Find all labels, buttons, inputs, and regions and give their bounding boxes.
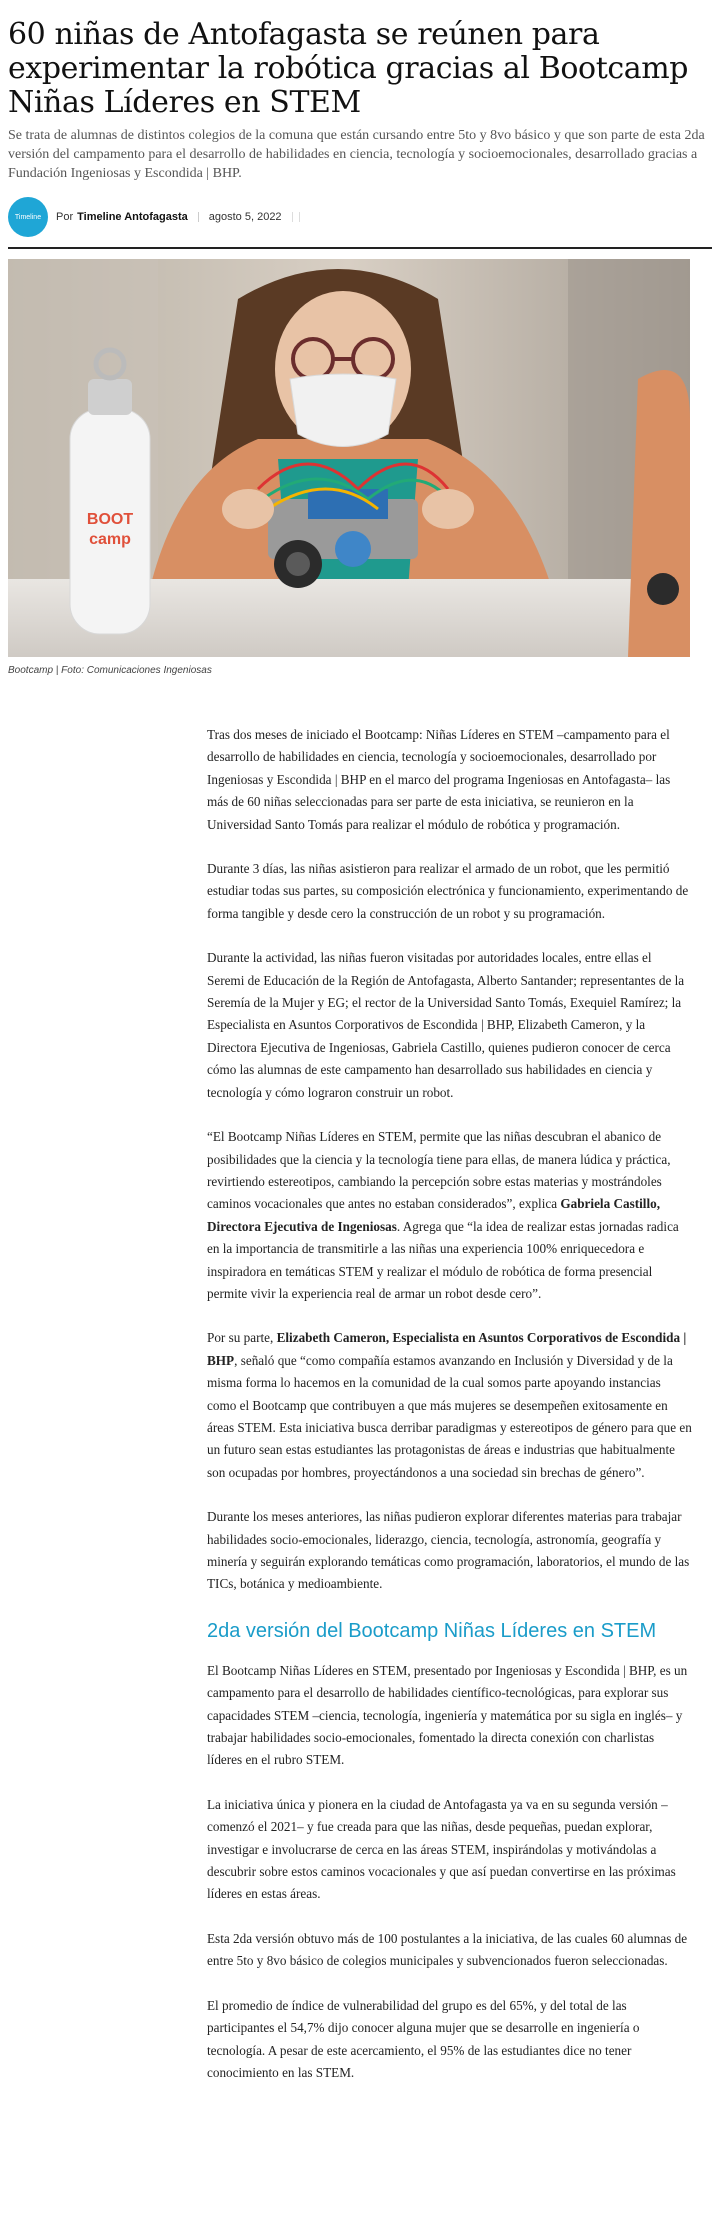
hero-figure: [8, 259, 690, 676]
hero-image[interactable]: [8, 259, 690, 657]
image-caption: Bootcamp | Foto: Comunicaciones Ingeniosas: [8, 665, 212, 676]
header-rule: [8, 247, 712, 249]
paragraph: Durante 3 días, las niñas asistieron para realizar el armado de un robot, que les permitió estudiar todas sus partes, su composición electrónica y funcionamiento, experimentando de forma tangible y desde cero la construcción de un robot y su programación.: [207, 861, 689, 921]
quote-speaker: Gabriela Castillo, Directora Ejecutiva de Ingeniosas: [207, 1196, 661, 1234]
section-heading: 2da versión del Bootcamp Niñas Líderes en STEM: [207, 1619, 657, 1642]
by-label: Por: [56, 211, 74, 223]
meta-divider: [292, 212, 293, 222]
quote-text: . Agrega que “la idea de realizar estas jornadas radica en la importancia de transmitirle a las niñas una experiencia 100% enriquecedora e inspiradora en temáticas STEM y realizar el módulo de robótica de forma presencial permite vivir la experiencia real de armar un robot desde cero”.: [207, 1218, 679, 1301]
bottle-logo: BOOT: [86, 511, 134, 528]
bottle-logo: camp: [89, 531, 131, 548]
paragraph: Durante los meses anteriores, las niñas pudieron explorar diferentes materias para trabajar habilidades socio-emocionales, liderazgo, ciencia, tecnología, astronomía, geografía y minería y seguirán explorando temáticas como programación, laboratorios, el mundo de las TICs, botánica y medioambiente.: [207, 1509, 690, 1592]
meta-divider: [198, 212, 199, 222]
quote-speaker: Elizabeth Cameron, Especialista en Asuntos Corporativos de Escondida | BHP: [207, 1330, 687, 1368]
hero-illustration: [8, 259, 690, 657]
paragraph: El promedio de índice de vulnerabilidad del grupo es del 65%, y del total de las participantes el 54,7% dijo conocer alguna mujer que se desarrolle en ingeniería o tecnología. A pesar de este acercamiento, el 95% de las estudiantes dice no tener conocimiento en las STEM.: [207, 1997, 640, 2080]
paragraph: Durante la actividad, las niñas fueron visitadas por autoridades locales, entre ellas el Seremi de Educación de la Región de Antofagasta, Alberto Santander; representantes de la Seremía de la Mujer y EG; el rector de la Universidad Santo Tomás, Exequiel Ramírez; la Especialista en Asuntos Corporativos de Escondida | BHP, Elizabeth Cameron, y la Directora Ejecutiva de Ingeniosas, Gabriela Castillo, quienes pudieron conocer de cerca cómo las alumnas de este campamento han desarrollado sus habilidades en ciencia y tecnología y cómo lograron construir un robot.: [207, 950, 685, 1100]
publish-date: agosto 5, 2022: [208, 211, 282, 223]
paragraph: Esta 2da versión obtuvo más de 100 postulantes a la iniciativa, de las cuales 60 alumnas de entre 5to y 8vo básico de colegios municipales y subvencionados fueron seleccionadas.: [207, 1930, 688, 1969]
article-header: [0, 0, 720, 237]
article-title: 60 niñas de Antofagasta se reúnen para experimentar la robótica gracias al Bootcamp Niñas Líderes en STEM: [8, 17, 689, 120]
paragraph: El Bootcamp Niñas Líderes en STEM, presentado por Ingeniosas y Escondida | BHP, es un campamento para el desarrollo de habilidades científico-tecnológicas, para explorar sus capacidades STEM –ciencia, tecnología, ingeniería y matemática por su sigla en inglés– y trabajar habilidades socio-emocionales, fomentado la directa conexión con charlistas líderes en el rubro STEM.: [207, 1662, 688, 1768]
quote-text: Por su parte,: [207, 1330, 277, 1346]
paragraph: La iniciativa única y pionera en la ciudad de Antofagasta ya va en su segunda versión –comenzó el 2021– y fue creada para que las niñas, desde pequeñas, puedan explorar, investigar e involucrarse de cerca en las áreas STEM, inspirándolas y motivándolas a descubrir sobre estos caminos vocacionales y que así puedan convertirse en las próximas líderes en estas áreas.: [207, 1796, 676, 1902]
author-link[interactable]: Timeline Antofagasta: [77, 211, 188, 223]
meta-divider: [299, 212, 300, 222]
quote-text: “El Bootcamp Niñas Líderes en STEM, permite que las niñas descubran el abanico de posibilidades que la ciencia y la tecnología tiene para ellas, de manera lúdica y práctica, revirtiendo estereotipos, cambiando la percepción sobre estas materias y mostrándoles caminos vocacionales que antes no estaban considerados”, explica: [207, 1129, 671, 1212]
quote-paragraph: [207, 1327, 692, 1484]
article-body: [207, 724, 692, 2084]
article-meta: [8, 197, 712, 237]
paragraph: Tras dos meses de iniciado el Bootcamp: Niñas Líderes en STEM –campamento para el desarrollo de habilidades en ciencia, tecnología y socioemocionales, desarrollado por Ingeniosas y Escondida | BHP en el marco del programa Ingeniosas en Antofagasta– las más de 60 niñas seleccionadas para ser parte de esta iniciativa, se reunieron en la Universidad Santo Tomás para realizar el módulo de robótica y programación.: [207, 727, 671, 832]
quote-text: , señaló que “como compañía estamos avanzando en Inclusión y Diversidad y de la misma forma lo hacemos en la comunidad de la cual somos parte apoyando instancias como el Bootcamp que contribuyen a que más mujeres se desempeñen exitosamente en áreas STEM. Esta iniciativa busca derribar paradigmas y estereotipos de género para que en un futuro sean estas estudiantes las protagonistas de áreas e industrias que habitualmente son ocupadas por hombres, proyectándonos a una sociedad sin brechas de género”.: [207, 1352, 692, 1480]
author-avatar[interactable]: [8, 197, 48, 237]
quote-paragraph: [207, 1126, 692, 1305]
article-subtitle: Se trata de alumnas de distintos colegios de la comuna que están cursando entre 5to y 8vo básico y que son parte de esta 2da versión del campamento para el desarrollo de habilidades en ciencia, tecnología y socioemocionales, desarrollado gracias a Fundación Ingeniosas y Escondida | BHP.: [8, 128, 705, 181]
avatar-logo-text: Timeline: [14, 213, 42, 221]
